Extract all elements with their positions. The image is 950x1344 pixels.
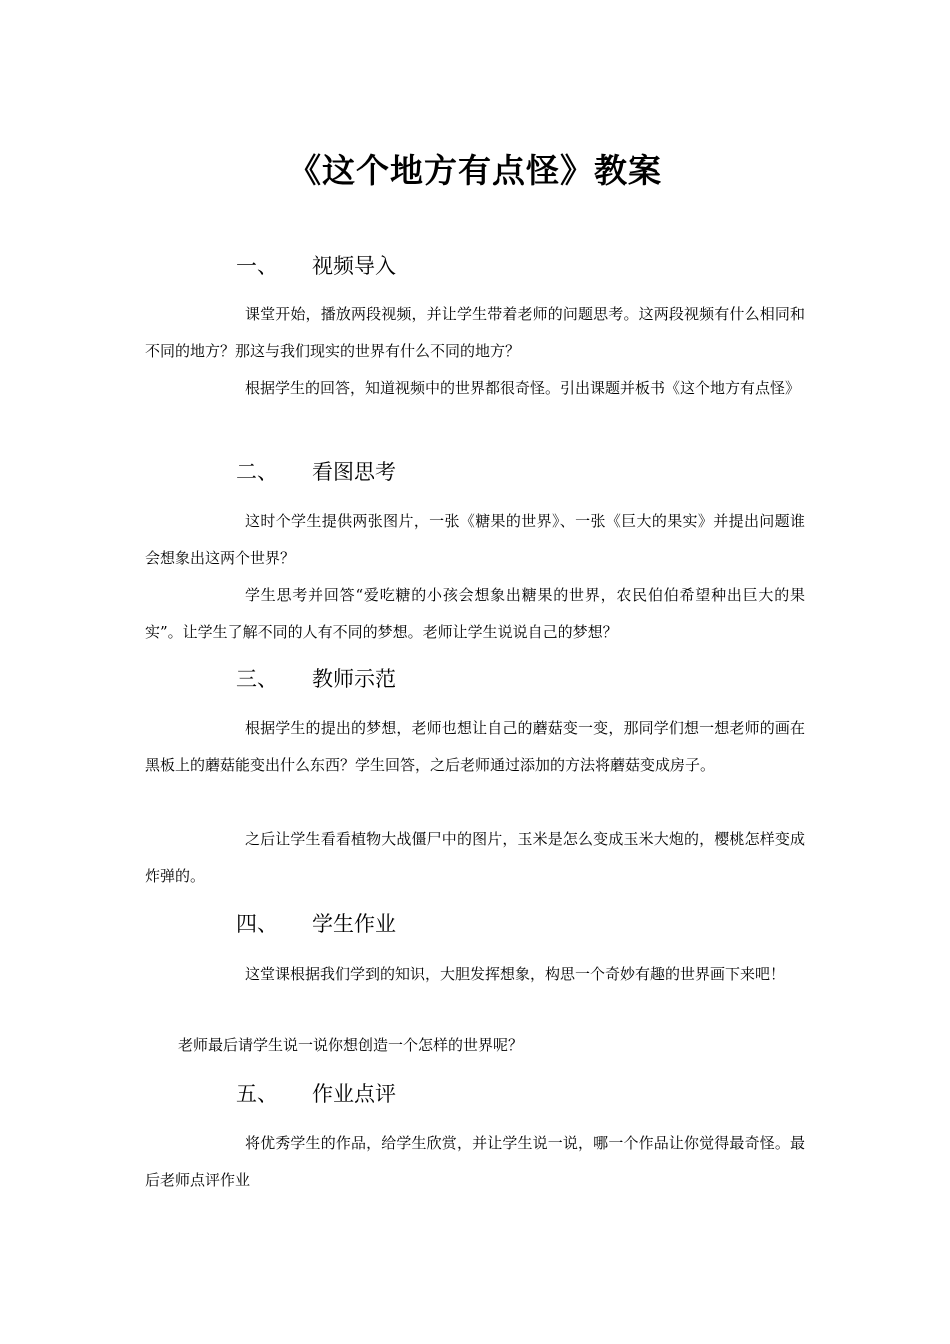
section-title: 教师示范 [312, 667, 396, 691]
section-title: 看图思考 [312, 460, 396, 484]
paragraph: 将优秀学生的作品，给学生欣赏，并让学生说一说，哪一个作品让你觉得最奇怪。最后老师点评作业 [145, 1134, 805, 1189]
section-heading-1 [236, 250, 396, 282]
paragraph: 老师最后请学生说一说你想创造一个怎样的世界呢？ [178, 1036, 524, 1054]
section-number: 四、 [236, 912, 278, 936]
section-number: 三、 [236, 667, 278, 691]
paragraph: 之后让学生看看植物大战僵尸中的图片，玉米是怎么变成玉米大炮的，樱桃怎样变成炸弹的。 [145, 830, 805, 885]
paragraph: 这时个学生提供两张图片，一张《糖果的世界》、一张《巨大的果实》并提出问题谁会想象出这两个世界？ [145, 512, 805, 567]
document-title: 《这个地方有点怪》教案 [288, 151, 662, 190]
section-heading-5 [236, 1078, 396, 1110]
section-heading-3 [236, 663, 396, 695]
paragraph: 课堂开始，播放两段视频，并让学生带着老师的问题思考。这两段视频有什么相同和不同的地方？那这与我们现实的世界有什么不同的地方？ [145, 305, 805, 360]
section-number: 一、 [236, 254, 278, 278]
paragraph: 根据学生的提出的梦想，老师也想让自己的蘑菇变一变，那同学们想一想老师的画在黑板上的蘑菇能变出什么东西？学生回答，之后老师通过添加的方法将蘑菇变成房子。 [145, 719, 805, 774]
section-heading-2 [236, 456, 396, 488]
section-number: 五、 [236, 1082, 278, 1106]
section-title: 作业点评 [312, 1082, 396, 1106]
section-title: 学生作业 [312, 912, 396, 936]
paragraph: 这堂课根据我们学到的知识，大胆发挥想象，构思一个奇妙有趣的世界画下来吧！ [245, 965, 786, 983]
section-heading-4 [236, 908, 396, 940]
section-title: 视频导入 [312, 254, 396, 278]
paragraph: 根据学生的回答，知道视频中的世界都很奇怪。引出课题并板书《这个地方有点怪》 [245, 379, 801, 397]
section-number: 二、 [236, 460, 278, 484]
paragraph: 学生思考并回答“爱吃糖的小孩会想象出糖果的世界，农民伯伯希望种出巨大的果实”。让学生了解不同的人有不同的梦想。老师让学生说说自己的梦想？ [145, 586, 805, 641]
